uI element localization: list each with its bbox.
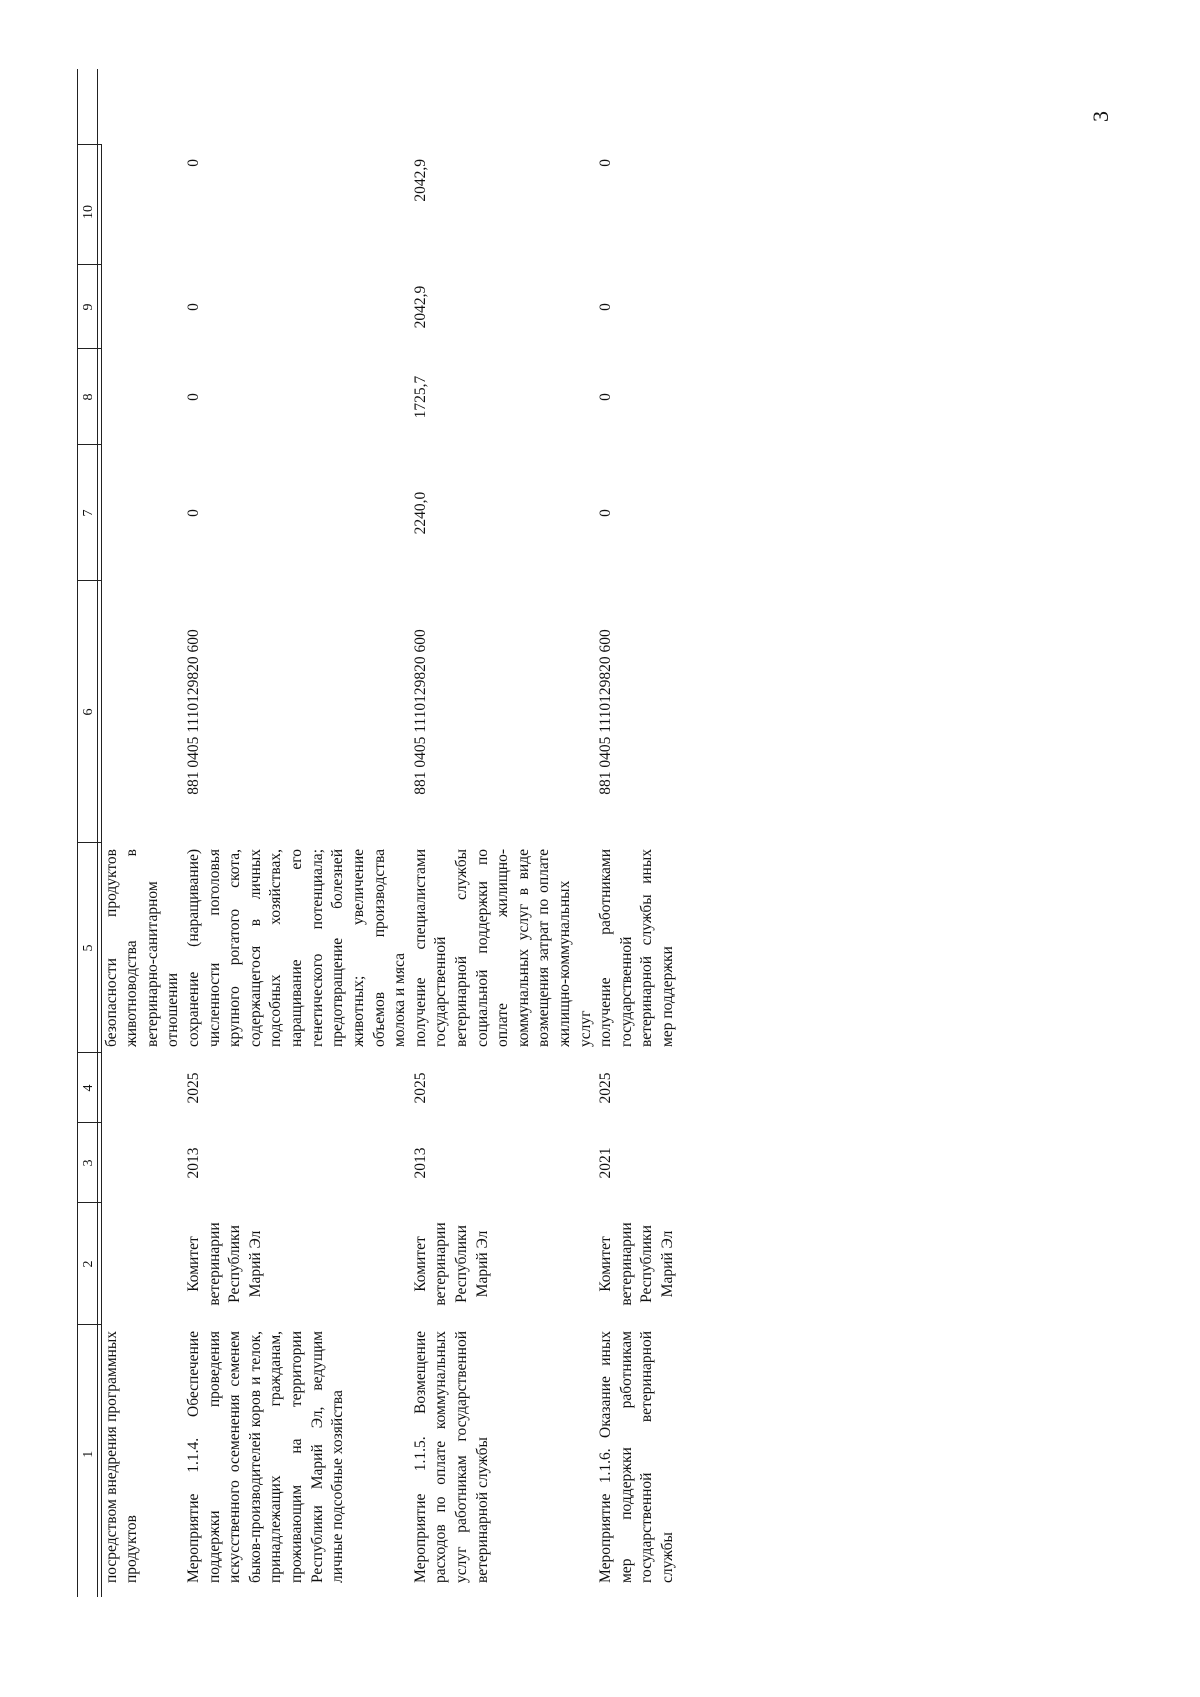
measure-name: посредством внедрения программных продуктов (102, 1331, 141, 1583)
expected-result: получение работниками государственной ветеринарной службы иных мер поддержки (597, 849, 677, 1047)
end-year (101, 1053, 184, 1123)
column-header-6: 6 (78, 581, 102, 843)
amount-col-8: 1725,7 (411, 375, 429, 419)
amount-col-10: 0 (597, 159, 615, 167)
table-row (184, 145, 411, 1597)
executor: Комитет ветеринарии Республики Марий Эл (597, 1222, 677, 1306)
budget-code: 881 0405 1110129820 600 (597, 629, 615, 795)
column-header-10: 10 (78, 145, 102, 265)
amount-col-7: 2240,0 (411, 491, 429, 535)
amount-col-8: 0 (185, 393, 203, 401)
budget-code (101, 581, 184, 843)
column-header-4: 4 (78, 1053, 102, 1123)
amount-col-7: 0 (185, 509, 203, 517)
budget-code: 881 0405 1110129820 600 (185, 629, 203, 795)
amount-col-9: 0 (185, 303, 203, 311)
amount-col-9: 0 (597, 303, 615, 311)
column-header-7: 7 (78, 445, 102, 581)
end-year: 2025 (597, 1072, 615, 1104)
budget-code: 881 0405 1110129820 600 (411, 629, 429, 795)
column-header-8: 8 (78, 349, 102, 445)
amount-col-10 (101, 145, 184, 265)
amount-col-10: 0 (185, 159, 203, 167)
amount-col-7: 0 (597, 509, 615, 517)
measure-name: Мероприятие 1.1.6. Оказание иных мер поддержки работникам государственной ветеринарной службы (597, 1331, 677, 1583)
amount-col-8 (101, 349, 184, 445)
column-number-row (78, 145, 102, 1597)
amount-col-9: 2042,9 (411, 285, 429, 329)
start-year: 2021 (597, 1147, 615, 1179)
executor (101, 1203, 184, 1325)
start-year: 2013 (411, 1147, 429, 1179)
measures-table (77, 145, 679, 1598)
start-year (101, 1123, 184, 1203)
column-header-3: 3 (78, 1123, 102, 1203)
amount-col-8: 0 (597, 393, 615, 401)
amount-col-10: 2042,9 (411, 159, 429, 202)
table-row (596, 145, 678, 1597)
executor: Комитет ветеринарии Республики Марий Эл (185, 1222, 264, 1306)
end-year: 2025 (185, 1072, 203, 1104)
page-number: 3 (1088, 111, 1113, 122)
start-year: 2013 (185, 1147, 203, 1179)
table-row (101, 145, 184, 1597)
measure-name: Мероприятие 1.1.5. Возмещение расходов по оплате коммунальных услуг работникам государственной ветеринарной службы (411, 1331, 491, 1583)
end-year: 2025 (411, 1072, 429, 1104)
column-header-9: 9 (78, 265, 102, 349)
amount-col-9 (101, 265, 184, 349)
executor: Комитет ветеринарии Республики Марий Эл (411, 1222, 491, 1306)
column-header-2: 2 (78, 1203, 102, 1325)
amount-col-7 (101, 445, 184, 581)
expected-result: безопасности продуктов животноводства в ветеринарно-санитарном отношении (102, 849, 182, 1047)
expected-result: получение специалистами государственной ветеринарной службы социальной поддержки по оплате жилищно-коммунальных услуг в виде возмещения затрат по оплате жилищно-коммунальных услуг (411, 849, 594, 1047)
column-header-1: 1 (78, 1325, 102, 1597)
measure-name: Мероприятие 1.1.4. Обеспечение поддержки проведения искусственного осеменения семенем быков-производителей коров и телок, принадлежащих гражданам, проживающим на территории Республики Марий Эл, ведущим личные подсобные хозяйства (185, 1331, 347, 1583)
table-row (411, 145, 596, 1597)
column-header-5: 5 (78, 843, 102, 1053)
expected-result: сохранение (наращивание) численности поголовья крупного рогатого скота, содержащегося в личных подсобных хозяйствах, наращивание его генетического потенциала; предотвращение болезней животных; увеличение объемов производства молока и мяса (185, 849, 409, 1047)
